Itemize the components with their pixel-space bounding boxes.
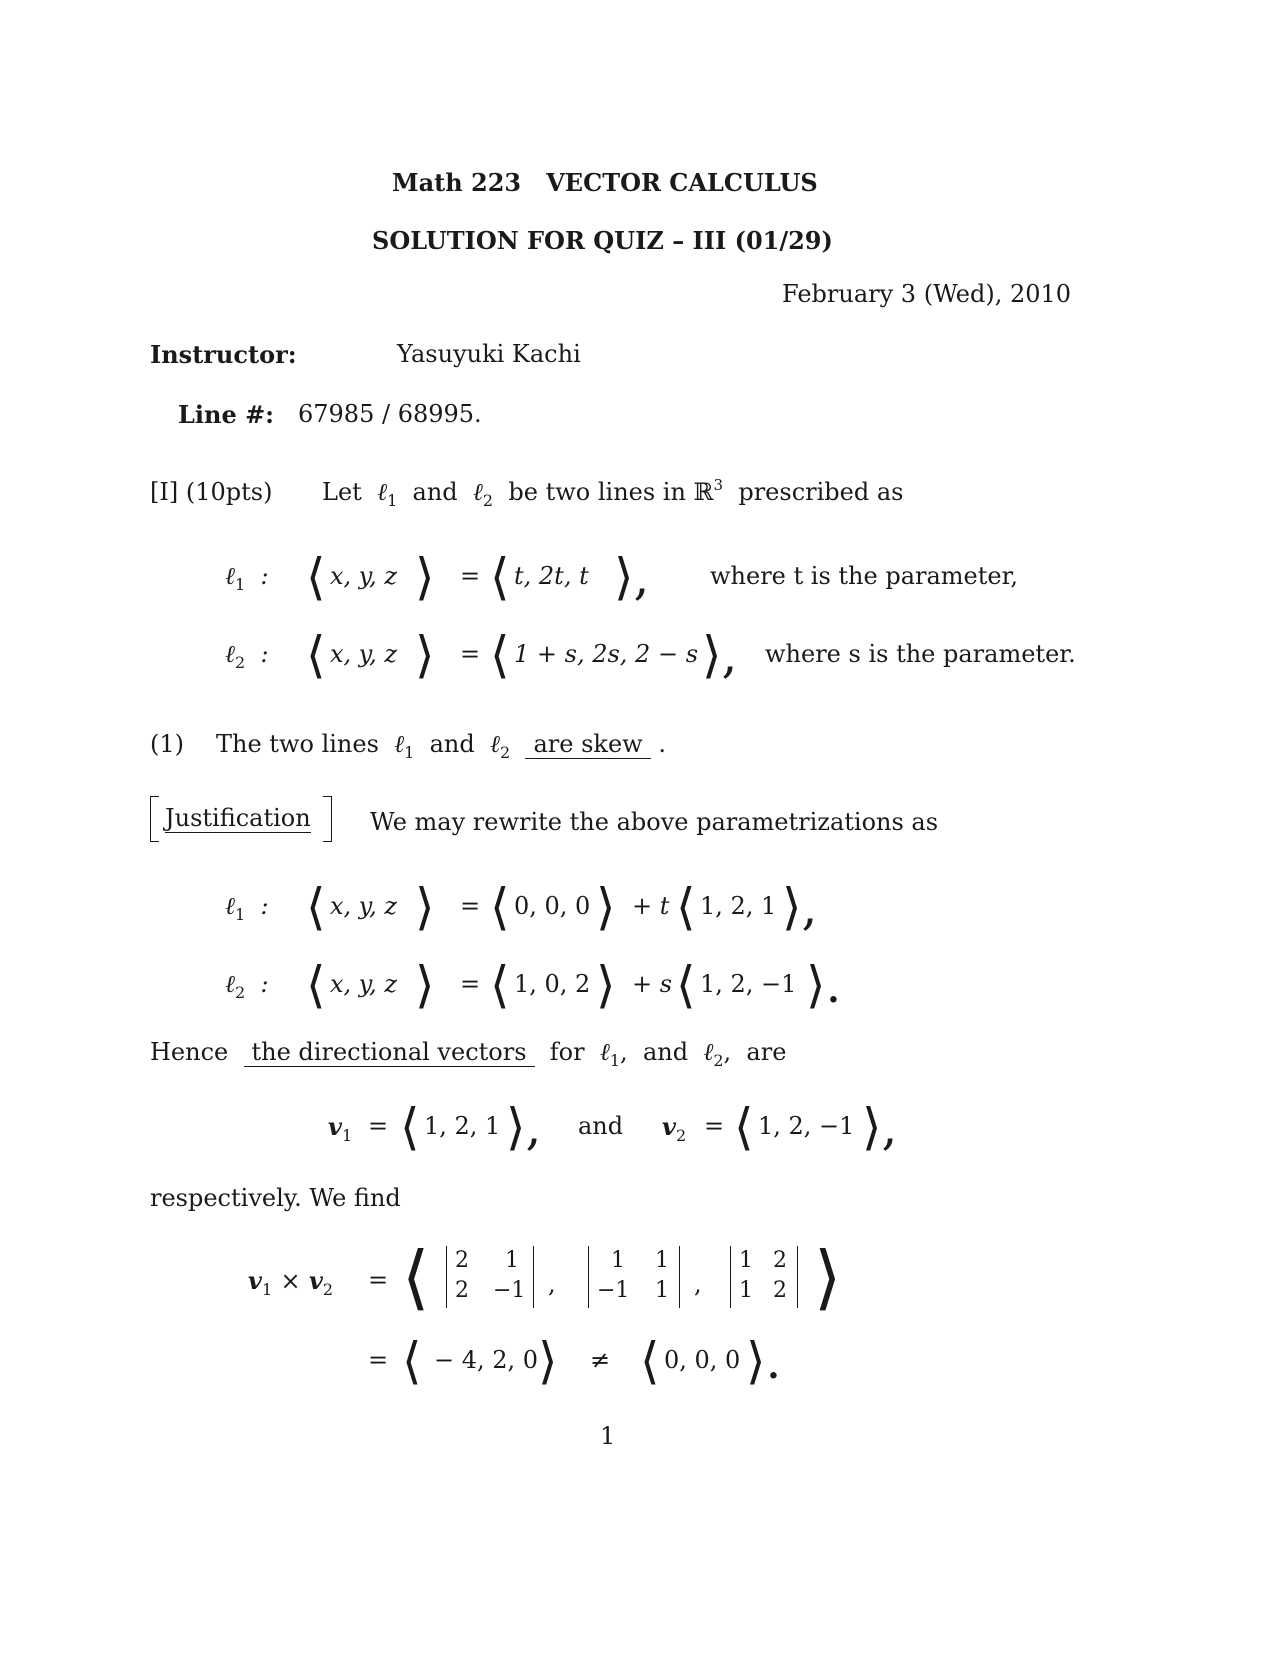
v2-label: $v_2$ [662,1112,687,1145]
hence-line: Hence the directional vectors for ℓ$_1$, and ℓ$_2$, are [150,1038,787,1070]
equals-sign: = [460,970,481,998]
determinant-3: 1 2 1 2 [730,1246,798,1308]
comma: , [548,1270,556,1298]
l2-lhs: x, y, z [330,640,398,668]
justification-text: We may rewrite the above parametrizations as [370,808,939,836]
line-l1-label: ℓ$_1$ : [225,892,269,924]
comma: , [694,1270,702,1298]
l1-direction: 1, 2, 1 [700,892,777,920]
directional-vectors-blank: the directional vectors [244,1038,535,1067]
l2-point: 1, 0, 2 [514,970,591,998]
line-l1-label: ℓ$_1$ : [225,562,269,594]
problem-intro: Let ℓ$_1$ and ℓ$_2$ be two lines in ℝ$^3$ prescribed as [322,476,904,510]
document-title: SOLUTION FOR QUIZ – III (01/29) [372,226,833,255]
not-equal-sign: ≠ [590,1346,611,1374]
angle-right: ⟩. [806,956,842,1014]
plus-sign: + t [632,892,670,920]
l1-lhs: x, y, z [330,562,398,590]
angle-right: ⟩ [538,1332,558,1390]
justification-bracket [150,796,332,842]
l1-note: where t is the parameter, [710,562,1019,590]
l1-point: 0, 0, 0 [514,892,591,920]
angle-right: ⟩, [862,1098,898,1156]
angle-right: ⟩. [746,1332,782,1390]
angle-left: ⟨ [402,1236,430,1318]
angle-left: ⟨ [306,878,326,936]
angle-right: ⟩, [702,626,738,684]
angle-left: ⟨ [676,956,696,1014]
justification-label: Justification [165,804,311,832]
v1-value: 1, 2, 1 [424,1112,501,1140]
line-numbers: 67985 / 68995. [298,400,482,428]
angle-right: ⟩ [596,878,616,936]
document-date: February 3 (Wed), 2010 [782,280,1072,308]
equals-sign: = [460,562,481,590]
line-l2-label: ℓ$_2$ : [225,640,269,672]
angle-right: ⟩ [596,956,616,1014]
instructor-name: Yasuyuki Kachi [397,340,581,368]
cross-product-label: $v_1 \times v_2$ [248,1266,334,1299]
angle-left: ⟨ [306,548,326,606]
and-word: and [578,1112,624,1140]
angle-right: ⟩ [415,956,435,1014]
equals-sign: = [460,892,481,920]
angle-right: ⟩ [415,548,435,606]
angle-left: ⟨ [400,1098,420,1156]
determinant-2: 1 1 −1 1 [588,1246,680,1308]
l2-lhs-rewritten: x, y, z [330,970,398,998]
v1-label: $v_1$ [328,1112,353,1145]
l2-direction: 1, 2, −1 [700,970,797,998]
angle-right: ⟩ [415,626,435,684]
angle-left: ⟨ [676,878,696,936]
determinant-1: 2 1 2 −1 [446,1246,534,1308]
plus-sign: + s [632,970,673,998]
cross-product-result: − 4, 2, 0 [434,1346,539,1374]
equals-sign: = [704,1112,725,1140]
part1-answer: are skew [525,730,650,759]
respectively-text: respectively. We find [150,1184,401,1212]
angle-right: ⟩ [415,878,435,936]
v2-value: 1, 2, −1 [758,1112,855,1140]
course-title: Math 223 VECTOR CALCULUS [392,168,818,197]
part1-statement: The two lines ℓ$_1$ and ℓ$_2$ are skew . [216,730,666,762]
line-label: Line #: [178,400,275,429]
angle-right: ⟩, [506,1098,542,1156]
l1-rhs: t, 2t, t [514,562,589,590]
angle-right: ⟩ [814,1236,842,1318]
equals-sign: = [460,640,481,668]
equals-sign: = [368,1112,389,1140]
angle-left: ⟨ [306,956,326,1014]
l2-rhs: 1 + s, 2s, 2 − s [514,640,699,668]
zero-vector: 0, 0, 0 [664,1346,741,1374]
angle-left: ⟨ [402,1332,422,1390]
angle-left: ⟨ [490,626,510,684]
angle-left: ⟨ [734,1098,754,1156]
l1-lhs-rewritten: x, y, z [330,892,398,920]
l2-note: where s is the parameter. [765,640,1076,668]
angle-left: ⟨ [306,626,326,684]
part-number: (1) [150,730,184,758]
angle-left: ⟨ [490,878,510,936]
angle-right: ⟩, [782,878,818,936]
instructor-label: Instructor: [150,340,297,369]
angle-left: ⟨ [640,1332,660,1390]
equals-sign: = [368,1266,389,1294]
angle-left: ⟨ [490,956,510,1014]
equals-sign: = [368,1346,389,1374]
page-number: 1 [600,1422,616,1450]
problem-label: [I] (10pts) [150,478,273,506]
angle-left: ⟨ [490,548,510,606]
line-l2-label: ℓ$_2$ : [225,970,269,1002]
angle-right: ⟩, [614,548,650,606]
